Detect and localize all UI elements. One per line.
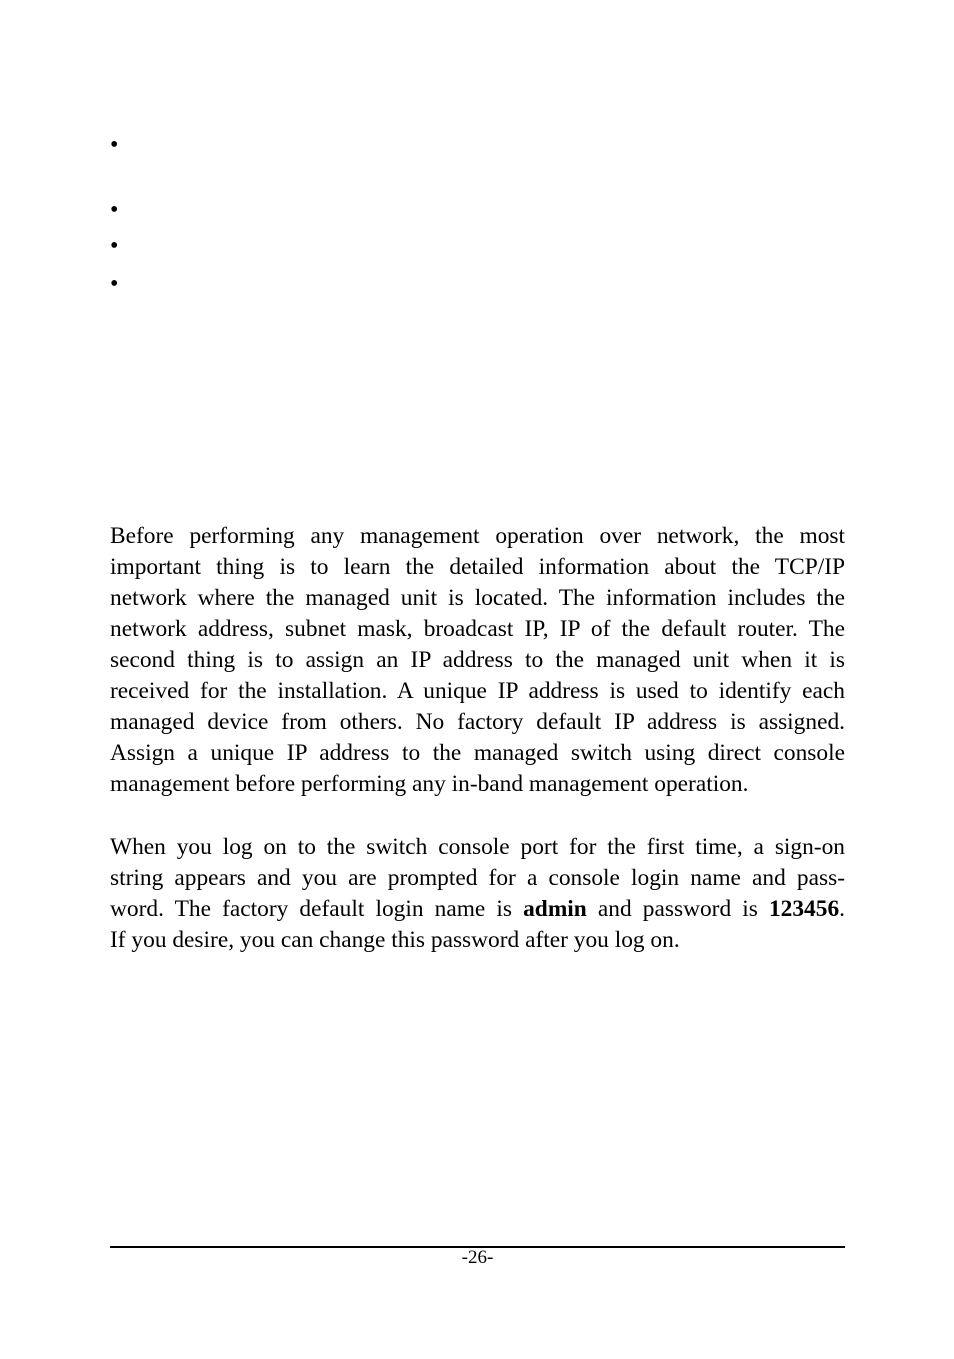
bullet-3: • (110, 233, 119, 259)
page-number: -26- (461, 1247, 494, 1268)
paragraph-line: received for the installation. A unique IP address is used to identify each (110, 678, 845, 704)
paragraph-line: If you desire, you can change this password after you log on. (110, 927, 680, 953)
paragraph-line: string appears and you are prompted for a console login name and pass- (110, 865, 845, 891)
login-paragraph (110, 832, 845, 956)
paragraph-line: important thing is to learn the detailed information about the TCP/IP (110, 554, 845, 580)
bullet-4: • (110, 271, 119, 297)
paragraph-line: managed device from others. No factory default IP address is assigned. (110, 709, 845, 735)
paragraph-line: Before performing any management operation over network, the most (110, 523, 845, 549)
default-login-name: admin (523, 896, 587, 922)
text-run: and password is (586, 896, 769, 922)
paragraph-line: management before performing any in-band management operation. (110, 771, 749, 797)
bullet-1: • (110, 132, 119, 158)
paragraph-line: network address, subnet mask, broadcast IP, IP of the default router. The (110, 616, 845, 642)
bullet-2: • (110, 197, 119, 223)
paragraph-line (110, 894, 845, 925)
paragraph-line: second thing is to assign an IP address to the managed unit when it is (110, 647, 845, 673)
ip-setup-paragraph (110, 521, 845, 800)
text-run: word. The factory default login name is (110, 896, 524, 922)
paragraph-line: network where the managed unit is located. The information includes the (110, 585, 845, 611)
default-password: 123456 (768, 896, 840, 922)
paragraph-line: Assign a unique IP address to the managed switch using direct console (110, 740, 845, 766)
paragraph-line: When you log on to the switch console port for the first time, a sign-on (110, 834, 845, 860)
text-run: . (839, 896, 845, 922)
